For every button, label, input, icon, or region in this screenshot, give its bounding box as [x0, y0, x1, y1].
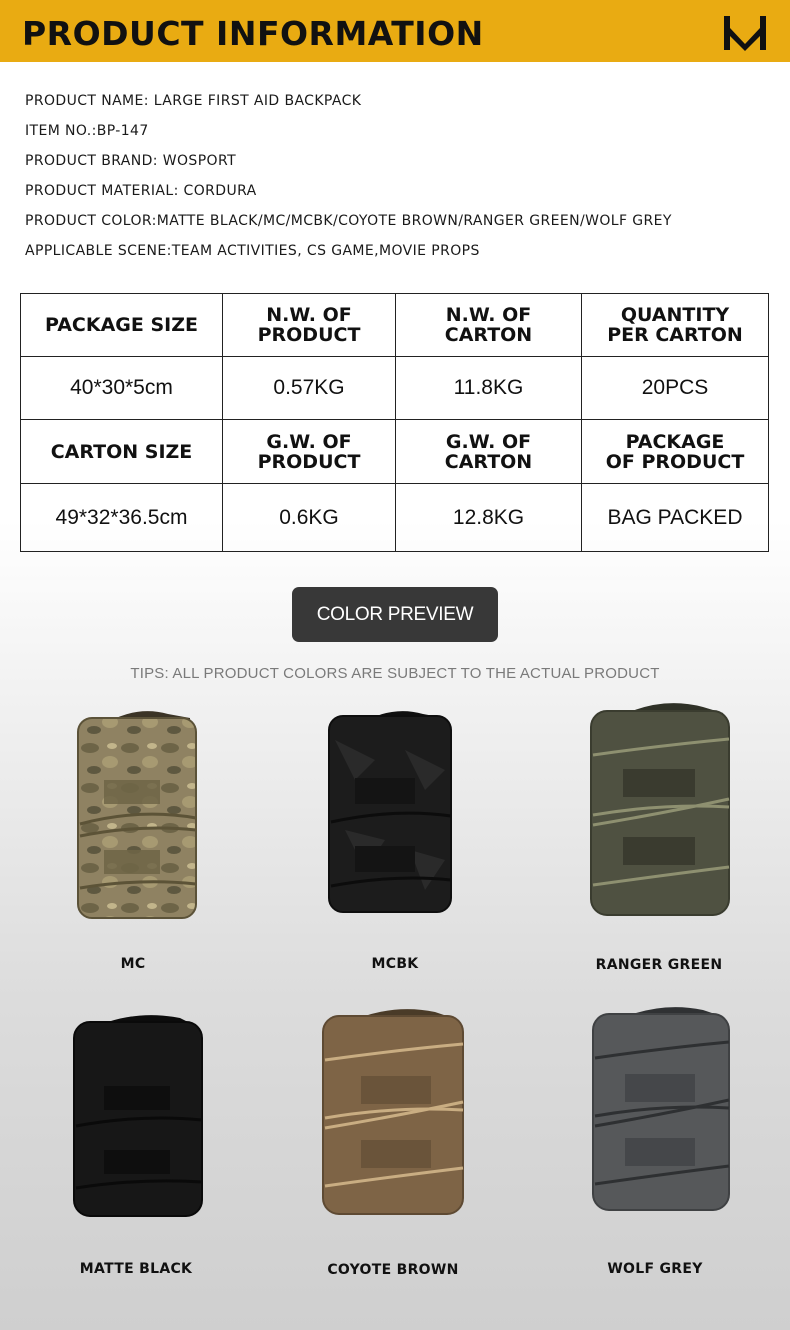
applicable-scene-line: APPLICABLE SCENE:TEAM ACTIVITIES, CS GAME,MOVIE PROPS [25, 243, 480, 259]
product-brand-line: PRODUCT BRAND: WOSPORT [25, 153, 237, 169]
backpack-matte-black-image [40, 1008, 240, 1248]
table-row [21, 357, 769, 420]
table-header-cell: CARTON SIZE [21, 420, 223, 484]
brand-logo-icon [722, 14, 768, 52]
table-value-cell: 0.6KG [223, 484, 396, 552]
table-header-cell: G.W. OF PRODUCT [223, 420, 396, 484]
product-label: MC [120, 956, 146, 972]
product-image-wolf-grey [565, 1000, 765, 1240]
product-image-mcbk [295, 700, 495, 940]
table-value-cell: 20PCS [582, 357, 769, 420]
table-header-cell: PACKAGE OF PRODUCT [582, 420, 769, 484]
table-header-cell: G.W. OF CARTON [396, 420, 582, 484]
product-image-coyote-brown [297, 1002, 497, 1242]
product-image-mc [40, 700, 240, 940]
color-preview-button[interactable]: COLOR PREVIEW [292, 587, 498, 642]
backpack-mc-image [40, 700, 240, 940]
tips-text: TIPS: ALL PRODUCT COLORS ARE SUBJECT TO THE ACTUAL PRODUCT [130, 665, 660, 682]
table-header-cell: N.W. OF PRODUCT [223, 294, 396, 357]
table-row [21, 294, 769, 357]
product-image-matte-black [40, 1008, 240, 1248]
product-label: WOLF GREY [607, 1261, 703, 1277]
backpack-coyote-brown-image [297, 1002, 497, 1242]
spec-table [20, 293, 769, 552]
table-header-cell: N.W. OF CARTON [396, 294, 582, 357]
table-value-cell: BAG PACKED [582, 484, 769, 552]
product-label: COYOTE BROWN [327, 1262, 459, 1278]
product-image-ranger-green [565, 695, 765, 935]
product-material-line: PRODUCT MATERIAL: CORDURA [25, 183, 257, 199]
product-label: RANGER GREEN [595, 957, 723, 973]
table-value-cell: 49*32*36.5cm [21, 484, 223, 552]
table-row [21, 484, 769, 552]
table-value-cell: 40*30*5cm [21, 357, 223, 420]
product-info-list [25, 92, 672, 272]
table-header-cell: PACKAGE SIZE [21, 294, 223, 357]
backpack-wolf-grey-image [565, 1000, 765, 1240]
table-value-cell: 0.57KG [223, 357, 396, 420]
product-label: MCBK [371, 956, 419, 972]
header-bar [0, 0, 790, 62]
table-row [21, 420, 769, 484]
product-color-line: PRODUCT COLOR:MATTE BLACK/MC/MCBK/COYOTE BROWN/RANGER GREEN/WOLF GREY [25, 213, 672, 229]
backpack-ranger-green-image [565, 695, 765, 935]
product-name-line: PRODUCT NAME: LARGE FIRST AID BACKPACK [25, 93, 362, 109]
table-value-cell: 12.8KG [396, 484, 582, 552]
item-number-line: ITEM NO.:BP-147 [25, 123, 149, 139]
backpack-mcbk-image [295, 700, 495, 940]
product-label: MATTE BLACK [79, 1261, 193, 1277]
table-value-cell: 11.8KG [396, 357, 582, 420]
table-header-cell: QUANTITY PER CARTON [582, 294, 769, 357]
page-title: PRODUCT INFORMATION [22, 14, 484, 53]
